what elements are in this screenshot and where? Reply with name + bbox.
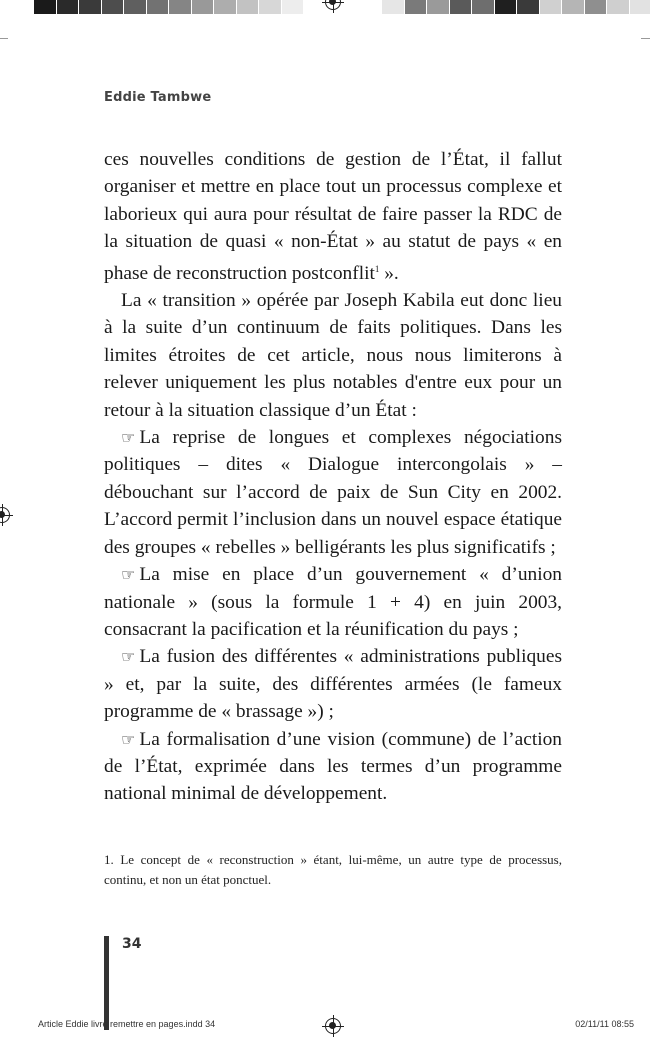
slug-filename: Article Eddie livre remettre en pages.indd 34: [38, 1019, 215, 1029]
slug-datetime: 02/11/11 08:55: [575, 1019, 634, 1029]
color-swatch: [450, 0, 473, 14]
list-item: ☞ La reprise de longues et complexes négociations politiques – dites « Dialogue intercongolais » – débouchant sur l’accord de paix de Sun City en 2002. L’accord permit l’inclusion dans un nouvel espace étatique des groupes « rebelles » belligérants les plus significatifs ;: [104, 424, 562, 561]
folio-bar: [104, 936, 109, 1030]
list-item: ☞ La mise en place d’un gouvernement « d’union nationale » (sous la formule 1 + 4) en juin 2003, consacrant la pacification et la réunification du pays ;: [104, 561, 562, 643]
color-swatch: [259, 0, 282, 14]
pointing-hand-icon: ☞: [121, 730, 135, 749]
crop-mark: [641, 38, 650, 39]
color-swatch: [79, 0, 102, 14]
page-number: 34: [122, 936, 141, 952]
pointing-hand-icon: ☞: [121, 647, 135, 666]
color-swatch: [237, 0, 260, 14]
color-swatch: [214, 0, 237, 14]
color-swatch: [147, 0, 170, 14]
registration-mark-icon: [0, 507, 10, 523]
footnote: 1. Le concept de « reconstruction » étant, lui-même, un autre type de processus, continu, et non un état ponctuel.: [104, 850, 562, 890]
color-swatch: [562, 0, 585, 14]
pointing-hand-icon: ☞: [121, 565, 135, 584]
color-swatch: [382, 0, 405, 14]
color-swatch: [427, 0, 450, 14]
color-swatch: [607, 0, 630, 14]
pointing-hand-icon: ☞: [121, 428, 135, 447]
footnote-reference: 1: [375, 264, 380, 274]
print-slug: [38, 1019, 638, 1030]
list-item: ☞ La formalisation d’une vision (commune) de l’action de l’État, exprimée dans les termes d’un programme national minimal de développement.: [104, 726, 562, 808]
color-calibration-bar-left: [34, 0, 304, 14]
color-swatch: [585, 0, 608, 14]
color-swatch: [405, 0, 428, 14]
main-text: [104, 146, 562, 808]
running-head: Eddie Tambwe: [104, 90, 211, 105]
color-swatch: [630, 0, 650, 14]
color-swatch: [102, 0, 125, 14]
color-swatch: [495, 0, 518, 14]
list-item: ☞ La fusion des différentes « administrations publiques » et, par la suite, des différentes armées (le fameux programme de « brassage ») ;: [104, 643, 562, 725]
color-calibration-bar-right: [382, 0, 650, 14]
color-swatch: [169, 0, 192, 14]
color-swatch: [540, 0, 563, 14]
color-swatch: [124, 0, 147, 14]
paragraph: La « transition » opérée par Joseph Kabila eut donc lieu à la suite d’un continuum de faits politiques. Dans les limites étroites de cet article, nous nous limiterons à relever uniquement les plus notables d'entre eux pour un retour à la situation classique d’un État :: [104, 287, 562, 424]
color-swatch: [517, 0, 540, 14]
color-swatch: [57, 0, 80, 14]
color-swatch: [282, 0, 305, 14]
color-swatch: [192, 0, 215, 14]
registration-mark-icon: [325, 0, 341, 10]
paragraph: ces nouvelles conditions de gestion de l’État, il fallut organiser et mettre en place tout un processus complexe et laborieux qui aura pour résultat de faire passer la RDC de la situation de quasi « non-État » au statut de pays « en phase de reconstruction postconflit$^1$ ».: [104, 146, 562, 287]
crop-mark: [0, 38, 8, 39]
color-swatch: [34, 0, 57, 14]
color-swatch: [472, 0, 495, 14]
